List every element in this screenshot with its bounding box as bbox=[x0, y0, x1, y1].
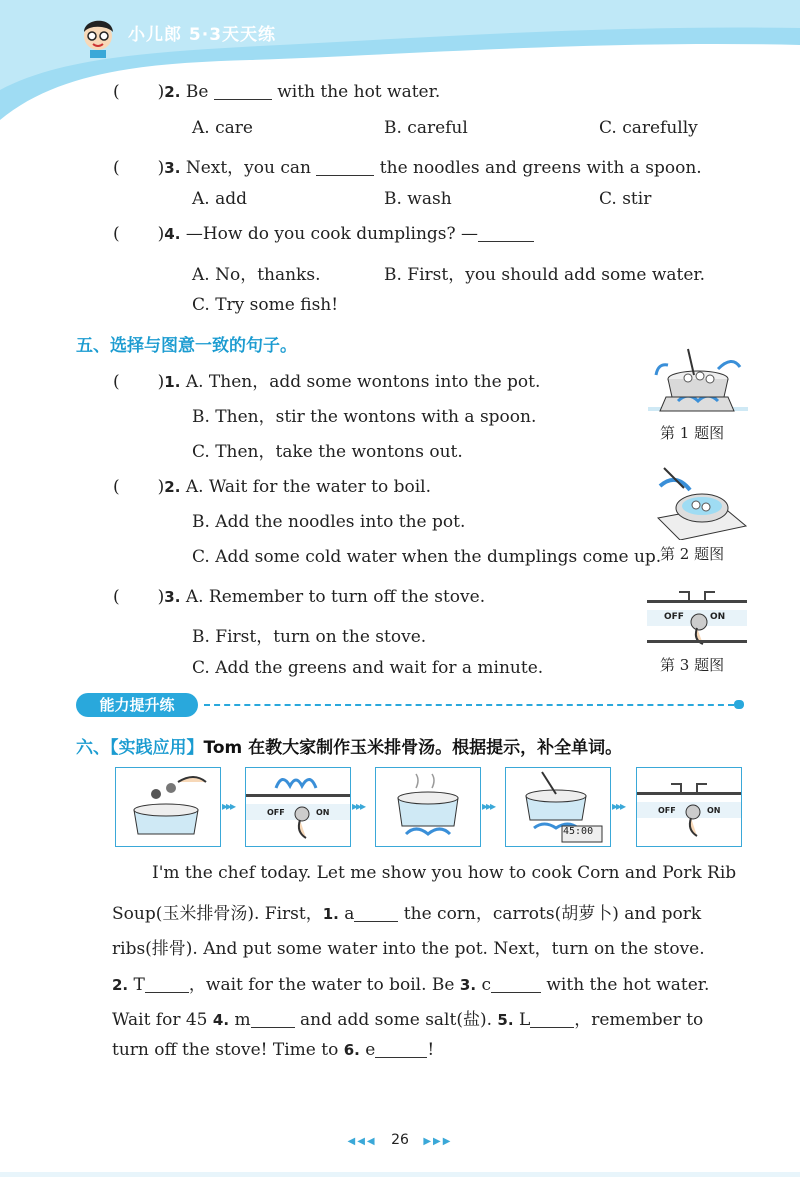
timer-display: 45:00 bbox=[563, 826, 594, 837]
paren-close: ) bbox=[157, 82, 165, 102]
q5-2-option-c: C. Add some cold water when the dumplings come up. bbox=[192, 547, 662, 567]
step-5-panel bbox=[636, 767, 742, 847]
blank-number: 6. bbox=[343, 1041, 360, 1059]
boy-mascot-icon bbox=[78, 14, 118, 58]
banner-line-end bbox=[734, 700, 744, 709]
q4-4-option-b: B. First，you should add some water. bbox=[384, 265, 706, 285]
step-4-panel bbox=[505, 767, 611, 847]
blank-number: 1. bbox=[322, 905, 339, 923]
text: Soup(玉米排骨汤). First， bbox=[112, 904, 323, 924]
page-number-text: 26 bbox=[391, 1132, 409, 1148]
passage-line-2 bbox=[112, 899, 701, 924]
paren-open: ( bbox=[113, 224, 120, 244]
answer-blank[interactable] bbox=[478, 225, 534, 242]
step-2-on-label: ON bbox=[316, 808, 330, 817]
stir-pot-icon bbox=[506, 768, 610, 846]
step-5-off-label: OFF bbox=[658, 806, 676, 815]
step-2-panel bbox=[245, 767, 351, 847]
blank-letter: a bbox=[344, 904, 355, 924]
text: with the hot water. bbox=[546, 975, 710, 995]
q4-4-stem bbox=[113, 224, 534, 244]
stove-off-label: OFF bbox=[664, 612, 684, 622]
q5-2-option-b: B. Add the noodles into the pot. bbox=[192, 512, 466, 532]
text: ! bbox=[427, 1040, 435, 1060]
paren-open: ( bbox=[113, 158, 120, 178]
question-number: 3. bbox=[164, 588, 181, 606]
passage-line-3: ribs(排骨). And put some water into the pot. Next，turn on the stove. bbox=[112, 939, 705, 959]
option-a: A. Remember to turn off the stove. bbox=[185, 587, 486, 607]
question-number: 3. bbox=[164, 159, 181, 177]
q5-1-line-a: ( )1. A. Then，add some wontons into the pot. bbox=[113, 372, 541, 392]
passage-line-1: I'm the chef today. Let me show you how to cook Corn and Pork Rib bbox=[152, 863, 737, 883]
brand-name: 小儿郎 bbox=[128, 25, 182, 45]
step-3-panel bbox=[375, 767, 481, 847]
section-6-heading bbox=[76, 733, 622, 758]
q4-3-stem bbox=[113, 153, 702, 178]
question-number: 4. bbox=[164, 225, 181, 243]
q4-2-option-c: C. carefully bbox=[599, 118, 698, 138]
step-5-on-label: ON bbox=[707, 806, 721, 815]
paren-close: ) bbox=[157, 158, 165, 178]
add-ingredients-icon bbox=[116, 768, 220, 846]
blank-letter: L bbox=[518, 1010, 531, 1030]
bottom-strip bbox=[0, 1172, 800, 1177]
answer-blank[interactable] bbox=[251, 1011, 295, 1028]
step-arrow-1: ▸▸▸ bbox=[222, 799, 235, 813]
stem-pre: —How do you cook dumplings? — bbox=[185, 224, 479, 244]
q4-3-option-c: C. stir bbox=[599, 189, 652, 209]
stem-post: the noodles and greens with a spoon. bbox=[379, 158, 702, 178]
answer-blank[interactable] bbox=[530, 1011, 574, 1028]
passage-line-6 bbox=[112, 1040, 434, 1060]
figure-1-caption: 第 1 题图 bbox=[660, 424, 725, 442]
text: and add some salt(盐). bbox=[299, 1010, 492, 1030]
q4-3-option-a: A. add bbox=[192, 189, 247, 209]
stem-post: with the hot water. bbox=[277, 82, 441, 102]
boiling-pot-icon bbox=[376, 768, 480, 846]
q4-3-option-b: B. wash bbox=[384, 189, 452, 209]
step-arrow-4: ▸▸▸ bbox=[612, 799, 625, 813]
wonton-pot-illustration bbox=[648, 345, 748, 420]
blank-number: 4. bbox=[212, 1011, 230, 1029]
option-a: A. Wait for the water to boil. bbox=[185, 477, 431, 497]
q4-4-option-a: A. No，thanks. bbox=[192, 265, 321, 285]
q5-1-option-c: C. Then，take the wontons out. bbox=[192, 442, 463, 462]
heading-text: Tom 在教大家制作玉米排骨汤。根据提示，补全单词。 bbox=[203, 738, 623, 758]
q5-3-option-c: C. Add the greens and wait for a minute. bbox=[192, 658, 544, 678]
step-1-panel bbox=[115, 767, 221, 847]
left-arrows-icon: ◀◀◀ bbox=[347, 1136, 377, 1147]
passage-line-5 bbox=[112, 1005, 703, 1030]
figure-3-caption: 第 3 题图 bbox=[660, 656, 725, 674]
series-name: 5·3天天练 bbox=[188, 25, 277, 45]
q4-2-option-b: B. careful bbox=[384, 118, 468, 138]
turn-on-stove-icon bbox=[246, 768, 350, 846]
right-arrows-icon: ▶▶▶ bbox=[423, 1136, 453, 1147]
paren-open: ( bbox=[113, 82, 120, 102]
figure-2-caption: 第 2 题图 bbox=[660, 545, 725, 563]
q5-1-option-b: B. Then，stir the wontons with a spoon. bbox=[192, 407, 537, 427]
answer-blank[interactable] bbox=[375, 1041, 427, 1058]
blank-number: 2. bbox=[112, 976, 129, 994]
blank-number: 3. bbox=[459, 976, 477, 994]
blank-number: 5. bbox=[497, 1011, 514, 1029]
text: the corn，carrots(胡萝卜) and pork bbox=[403, 904, 702, 924]
answer-blank[interactable] bbox=[316, 159, 374, 176]
header-wave bbox=[0, 0, 800, 130]
stem-pre: Be bbox=[185, 82, 209, 102]
step-arrow-3: ▸▸▸ bbox=[482, 799, 495, 813]
q5-3-line-a: ( )3. A. Remember to turn off the stove. bbox=[113, 587, 486, 607]
blank-letter: e bbox=[365, 1040, 376, 1060]
heading-tag: 【实践应用】 bbox=[110, 738, 204, 758]
section-5-heading: 五、选择与图意一致的句子。 bbox=[76, 336, 297, 356]
text: Wait for 45 bbox=[112, 1010, 208, 1030]
answer-blank[interactable] bbox=[214, 83, 272, 100]
blank-letter: c bbox=[481, 975, 491, 995]
text: turn off the stove! Time to bbox=[112, 1040, 339, 1060]
question-number: 2. bbox=[164, 83, 181, 101]
q5-3-option-b: B. First，turn on the stove. bbox=[192, 627, 427, 647]
option-a: A. Then，add some wontons into the pot. bbox=[185, 372, 541, 392]
stove-knob-illustration bbox=[647, 588, 747, 648]
text: ，wait for the water to boil. Be bbox=[188, 975, 455, 995]
text: ，remember to bbox=[574, 1010, 704, 1030]
turn-off-stove-icon bbox=[637, 768, 741, 846]
stem-pre: Next，you can bbox=[185, 158, 311, 178]
paren-close: ) bbox=[157, 224, 165, 244]
banner-dashed-line bbox=[204, 704, 734, 706]
blank-letter: m bbox=[234, 1010, 251, 1030]
blank-letter: T bbox=[133, 975, 145, 995]
dumpling-pot-illustration bbox=[650, 462, 750, 540]
page-number bbox=[0, 1132, 800, 1148]
heading-prefix: 六、 bbox=[76, 738, 110, 758]
q5-2-line-a: ( )2. A. Wait for the water to boil. bbox=[113, 477, 431, 497]
header-brand bbox=[128, 20, 276, 45]
step-2-off-label: OFF bbox=[267, 808, 285, 817]
answer-blank[interactable] bbox=[145, 976, 189, 993]
q4-2-stem bbox=[113, 82, 440, 102]
ability-banner: 能力提升练 bbox=[76, 693, 198, 717]
q4-4-option-c: C. Try some fish! bbox=[192, 295, 339, 315]
question-number: 2. bbox=[164, 478, 181, 496]
passage-line-4 bbox=[112, 970, 709, 995]
question-number: 1. bbox=[164, 373, 181, 391]
answer-blank[interactable] bbox=[491, 976, 541, 993]
answer-blank[interactable] bbox=[354, 905, 398, 922]
step-arrow-2: ▸▸▸ bbox=[352, 799, 365, 813]
stove-on-label: ON bbox=[710, 612, 726, 622]
q4-2-option-a: A. care bbox=[192, 118, 253, 138]
